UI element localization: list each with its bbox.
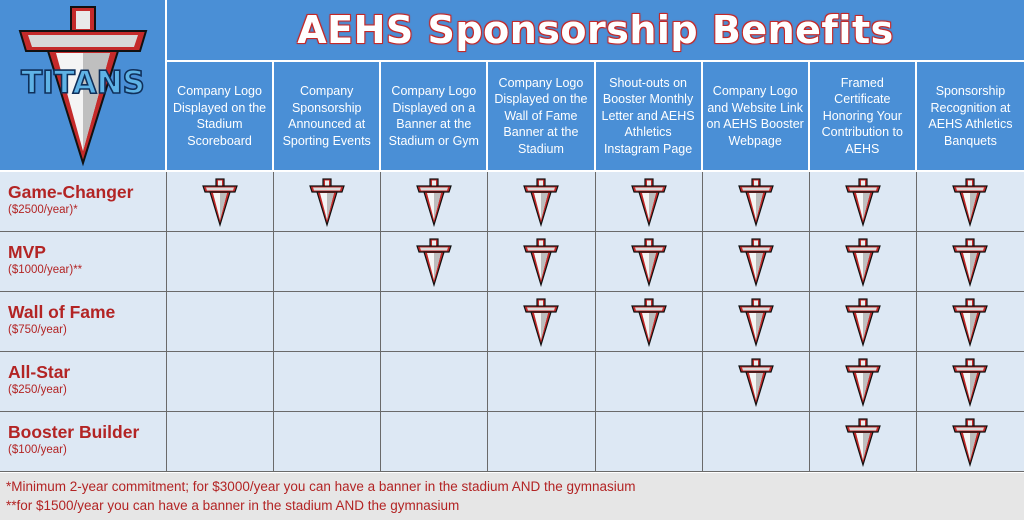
benefit-cell: [917, 232, 1024, 291]
benefit-cell: [381, 292, 488, 351]
benefit-cell: [810, 292, 917, 351]
tier-name: Booster Builder: [8, 422, 140, 442]
benefit-cell: [917, 412, 1024, 471]
benefit-cell: [167, 292, 274, 351]
benefit-cell: [810, 352, 917, 411]
benefit-header-row: [167, 62, 1024, 172]
benefit-cell: [274, 232, 381, 291]
titans-sword-icon: [629, 237, 669, 287]
titans-sword-icon: [950, 177, 990, 227]
tier-row: [0, 412, 1024, 472]
titans-sword-icon: [307, 177, 347, 227]
benefit-cell: [596, 412, 703, 471]
benefit-cell: [810, 232, 917, 291]
titans-sword-icon: [843, 177, 883, 227]
benefit-cell: [167, 172, 274, 231]
tier-name: Wall of Fame: [8, 302, 116, 322]
benefit-cell: [703, 172, 810, 231]
titans-sword-icon: [414, 177, 454, 227]
titans-sword-icon: [843, 237, 883, 287]
benefit-cell: [596, 352, 703, 411]
tier-label: [0, 352, 167, 411]
titans-sword-icon: [629, 177, 669, 227]
tier-label: [0, 172, 167, 231]
benefit-cell: [488, 412, 595, 471]
titans-sword-icon: [843, 417, 883, 467]
benefit-cell: [596, 172, 703, 231]
benefit-cell: [274, 352, 381, 411]
titans-sword-icon: [200, 177, 240, 227]
benefit-cell: [703, 352, 810, 411]
tier-row: [0, 172, 1024, 232]
benefit-cell: [488, 352, 595, 411]
benefit-cell: [703, 232, 810, 291]
benefit-header-5: Company Logo and Website Link on AEHS Booster Webpage: [703, 62, 810, 172]
benefit-cell: [488, 232, 595, 291]
benefit-header-3: Company Logo Displayed on the Wall of Fame Banner at the Stadium: [488, 62, 595, 172]
benefit-cell: [596, 292, 703, 351]
titans-sword-icon: [521, 237, 561, 287]
titans-sword-icon: [736, 237, 776, 287]
benefit-cell: [381, 172, 488, 231]
tier-name: Game-Changer: [8, 182, 134, 202]
titans-logo: [0, 0, 167, 172]
page-title: AEHS Sponsorship Benefits: [297, 8, 894, 52]
benefit-cell: [274, 172, 381, 231]
benefit-header-1: Company Sponsorship Announced at Sporting Events: [274, 62, 381, 172]
tier-price: ($250/year): [8, 384, 67, 396]
titans-sword-icon: [629, 297, 669, 347]
title-bar: [167, 0, 1024, 62]
tier-price: ($100/year): [8, 444, 67, 456]
titans-sword-icon: [736, 357, 776, 407]
tier-price: ($2500/year)*: [8, 204, 78, 216]
benefit-cell: [810, 172, 917, 231]
benefit-cell: [488, 292, 595, 351]
titans-sword-icon: [950, 297, 990, 347]
tier-label: [0, 232, 167, 291]
benefit-header-2: Company Logo Displayed on a Banner at the Stadium or Gym: [381, 62, 488, 172]
benefit-cell: [917, 292, 1024, 351]
tier-price: ($750/year): [8, 324, 67, 336]
tier-row: [0, 352, 1024, 412]
benefit-cell: [167, 232, 274, 291]
titans-sword-icon: [950, 357, 990, 407]
tier-price: ($1000/year)**: [8, 264, 83, 276]
benefit-cell: [810, 412, 917, 471]
benefit-cell: [596, 232, 703, 291]
titans-sword-icon: [521, 297, 561, 347]
tier-row: [0, 292, 1024, 352]
titans-sword-icon: [843, 297, 883, 347]
footnote-2: **for $1500/year you can have a banner in the stadium AND the gymnasium: [6, 498, 460, 513]
tier-row: [0, 232, 1024, 292]
titans-sword-logo-icon: [8, 3, 158, 168]
footnotes: [0, 473, 1024, 520]
benefit-cell: [917, 352, 1024, 411]
titans-sword-icon: [843, 357, 883, 407]
titans-sword-icon: [950, 417, 990, 467]
tier-name: All-Star: [8, 362, 71, 382]
titans-sword-icon: [736, 297, 776, 347]
benefit-cell: [381, 352, 488, 411]
titans-sword-icon: [950, 237, 990, 287]
tier-name: MVP: [8, 242, 46, 262]
benefit-cell: [167, 352, 274, 411]
tier-label: [0, 292, 167, 351]
benefit-cell: [167, 412, 274, 471]
tier-label: [0, 412, 167, 471]
benefit-header-7: Sponsorship Recognition at AEHS Athletics Banquets: [917, 62, 1024, 172]
benefit-cell: [274, 292, 381, 351]
benefit-cell: [917, 172, 1024, 231]
titans-sword-icon: [414, 237, 454, 287]
benefit-cell: [488, 172, 595, 231]
footnote-1: *Minimum 2-year commitment; for $3000/year you can have a banner in the stadium AND the gymnasium: [6, 479, 636, 494]
benefit-cell: [274, 412, 381, 471]
titans-sword-icon: [521, 177, 561, 227]
benefit-cell: [381, 232, 488, 291]
titans-wordmark: TITANS: [20, 64, 145, 101]
benefit-cell: [703, 292, 810, 351]
titans-sword-icon: [736, 177, 776, 227]
benefit-cell: [381, 412, 488, 471]
benefit-cell: [703, 412, 810, 471]
benefit-header-0: Company Logo Displayed on the Stadium Scoreboard: [167, 62, 274, 172]
benefit-header-6: Framed Certificate Honoring Your Contribution to AEHS: [810, 62, 917, 172]
benefit-header-4: Shout-outs on Booster Monthly Letter and AEHS Athletics Instagram Page: [596, 62, 703, 172]
